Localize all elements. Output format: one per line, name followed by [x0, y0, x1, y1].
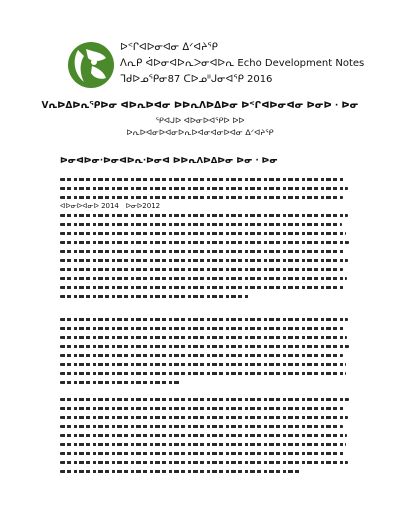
section-heading: ᐅᓂᐊᐅᓂ·ᐅᓂᐊᐅᕆ·ᐅᓂᐊ ᐅᐅᕆᐱᐅᐃᐅᓂ ᐅᓂ · ᐅᓂ [60, 156, 278, 166]
body-paragraph-2 [60, 318, 350, 390]
newsletter-name: ᐱᕆᑭ ᐋᐅᓂᐊᐅᕆᐳᓂᐊᐅᕆ Echo Development Notes [120, 58, 365, 69]
article-author: ᕿᐊᒍᐅ ᐊᐅᓂᐅᐊᕿᐅ ᐅᐅ [155, 116, 245, 125]
inline-citation: ᐊᐅᓂᐅᐊᓂᐅ 2014 ᐅᓂᐅ2012 [60, 202, 161, 210]
globe-leaf-logo-icon [66, 40, 116, 90]
body-paragraph-1 [60, 178, 350, 304]
author-affiliation: ᐅᕆᐅᐊᓂᐅᐊᓂᐅᕆᐅᐊᓂᐊᓂᐅᐊᓂ ᐃᐟᐊᔨᕿ [126, 128, 274, 137]
newsletter-org-line: ᐅᑉᒋᐊᐅᓂᐊᓂ ᐃᐟᐊᔨᕿ [120, 42, 218, 53]
article-title: ᐯᕆᐅᐃᐅᕆᕿᐅᓂ ᐊᐅᕆᐅᐊᓂ ᐅᐅᕆᐱᐅᐃᐅᓂ ᐅᑉᒋᐊᐅᓂᐊᓂ ᐅᓂᐅ · ᐅᓂ [41, 101, 359, 111]
issue-and-date: ᒣᑯᐅᓄᕿᓂ87 ᑕᐅᓄᐦᒍᓂᐊᕿ 2016 [120, 74, 273, 85]
body-paragraph-3 [60, 398, 350, 479]
